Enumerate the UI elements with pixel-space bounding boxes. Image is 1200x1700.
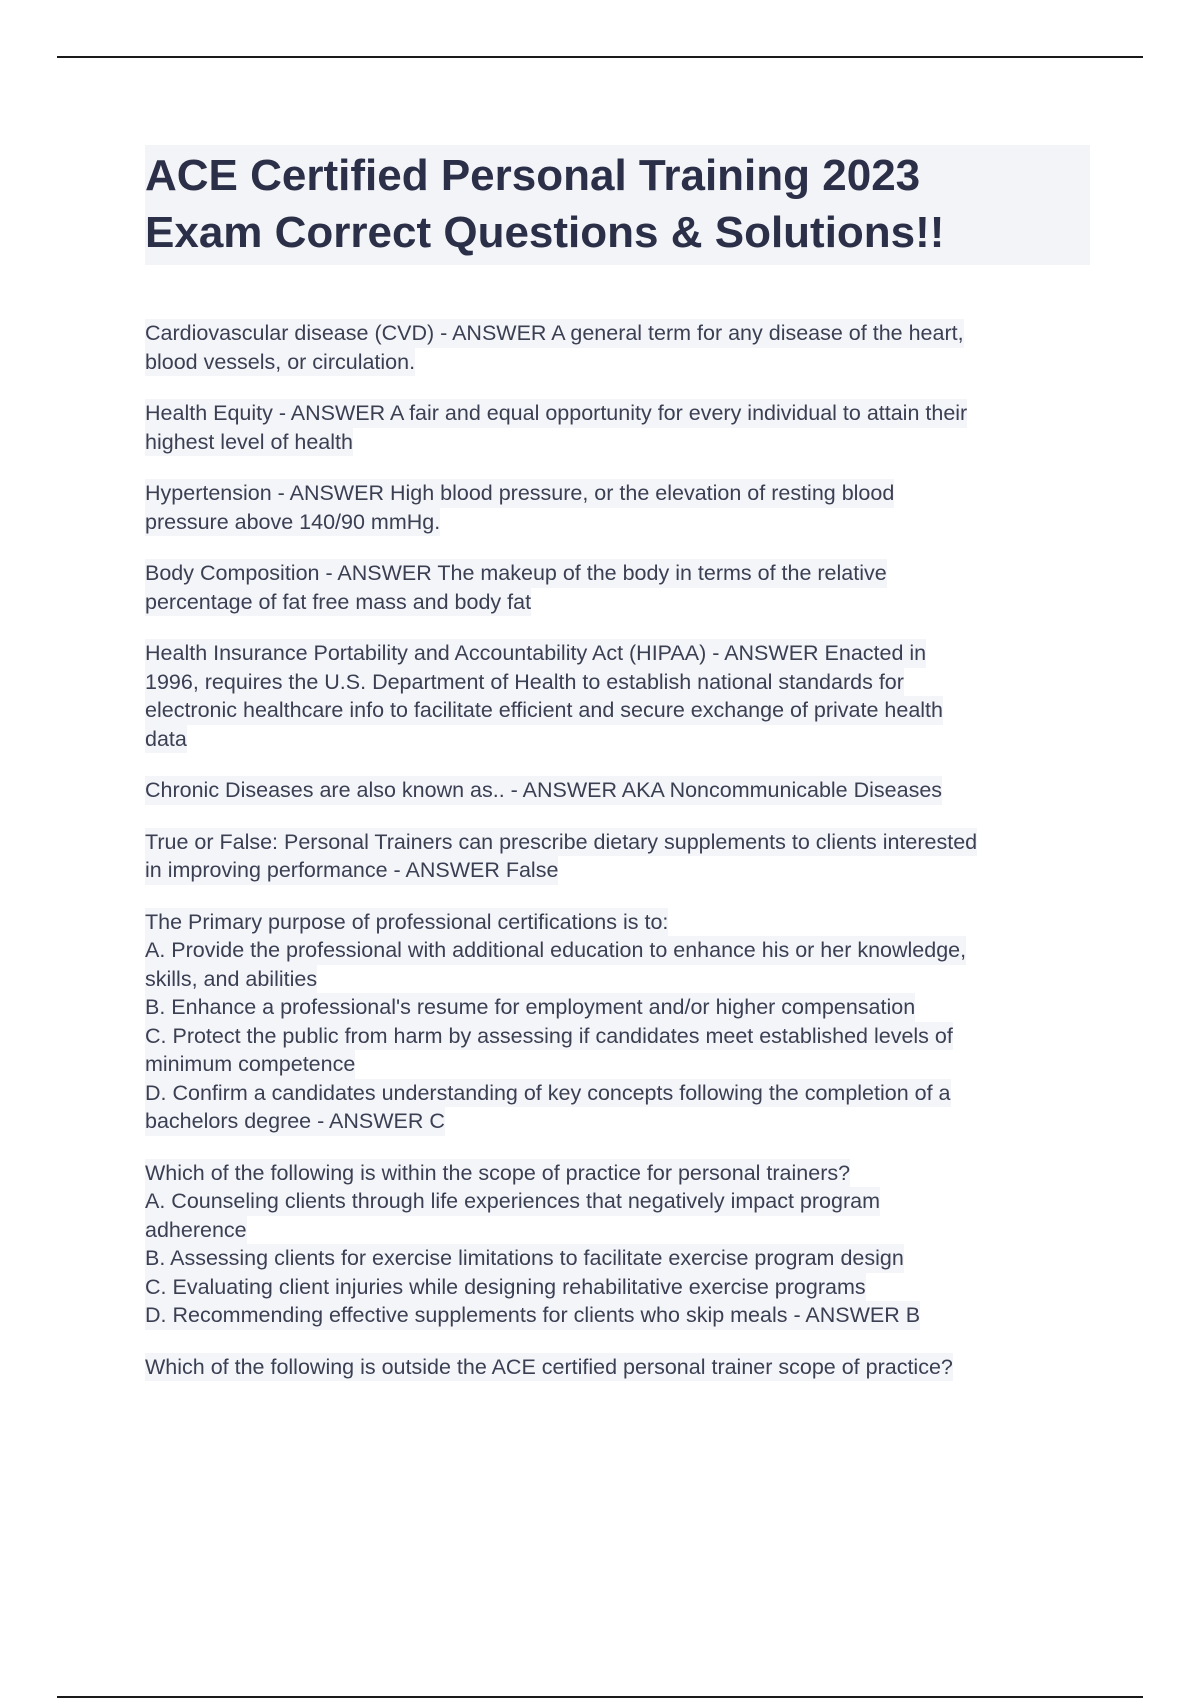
title-line: Exam Correct Questions & Solutions!! <box>145 208 945 257</box>
entry-line: Body Composition - ANSWER The makeup of the body in terms of the relative <box>145 559 887 588</box>
qa-entry <box>145 319 1090 376</box>
entry-line: D. Recommending effective supplements for clients who skip meals - ANSWER B <box>145 1301 920 1330</box>
qa-entry <box>145 776 1090 805</box>
entry-line: B. Assessing clients for exercise limitations to facilitate exercise program design <box>145 1244 904 1273</box>
entry-line: A. Provide the professional with additional education to enhance his or her knowledge, <box>145 936 966 965</box>
qa-entry <box>145 828 1090 885</box>
entry-line: data <box>145 725 187 754</box>
document-body <box>145 145 1090 1404</box>
entry-line: skills, and abilities <box>145 965 317 994</box>
qa-entry <box>145 559 1090 616</box>
entry-line: Which of the following is outside the ACE certified personal trainer scope of practice? <box>145 1353 953 1382</box>
entry-line: Hypertension - ANSWER High blood pressure, or the elevation of resting blood <box>145 479 894 508</box>
entry-line: electronic healthcare info to facilitate efficient and secure exchange of private health <box>145 696 943 725</box>
entry-line: True or False: Personal Trainers can prescribe dietary supplements to clients interested <box>145 828 977 857</box>
entry-line: Health Equity - ANSWER A fair and equal opportunity for every individual to attain their <box>145 399 967 428</box>
entry-line: Health Insurance Portability and Accountability Act (HIPAA) - ANSWER Enacted in <box>145 639 926 668</box>
entry-line: highest level of health <box>145 428 353 457</box>
entry-line: blood vessels, or circulation. <box>145 348 415 377</box>
entry-line: C. Protect the public from harm by assessing if candidates meet established levels of <box>145 1022 953 1051</box>
bottom-divider <box>57 1696 1143 1698</box>
top-divider <box>57 56 1143 58</box>
qa-entry <box>145 908 1090 1136</box>
document-title <box>145 145 1090 265</box>
entry-line: pressure above 140/90 mmHg. <box>145 508 440 537</box>
entry-line: 1996, requires the U.S. Department of Health to establish national standards for <box>145 668 904 697</box>
entry-line: Chronic Diseases are also known as.. - ANSWER AKA Noncommunicable Diseases <box>145 776 942 805</box>
entry-line: bachelors degree - ANSWER C <box>145 1107 445 1136</box>
entry-line: D. Confirm a candidates understanding of key concepts following the completion of a <box>145 1079 951 1108</box>
qa-entry <box>145 479 1090 536</box>
entry-line: adherence <box>145 1216 247 1245</box>
qa-entry <box>145 399 1090 456</box>
entry-line: The Primary purpose of professional certifications is to: <box>145 908 668 937</box>
entry-line: minimum competence <box>145 1050 355 1079</box>
entry-line: Which of the following is within the scope of practice for personal trainers? <box>145 1159 850 1188</box>
entry-line: A. Counseling clients through life experiences that negatively impact program <box>145 1187 880 1216</box>
entry-line: C. Evaluating client injuries while designing rehabilitative exercise programs <box>145 1273 866 1302</box>
qa-entry <box>145 639 1090 753</box>
title-line: ACE Certified Personal Training 2023 <box>145 151 921 200</box>
entry-line: Cardiovascular disease (CVD) - ANSWER A general term for any disease of the heart, <box>145 319 964 348</box>
qa-entry <box>145 1353 1090 1382</box>
qa-entry <box>145 1159 1090 1330</box>
entry-line: percentage of fat free mass and body fat <box>145 588 531 617</box>
entry-line: B. Enhance a professional's resume for employment and/or higher compensation <box>145 993 915 1022</box>
entry-line: in improving performance - ANSWER False <box>145 856 558 885</box>
